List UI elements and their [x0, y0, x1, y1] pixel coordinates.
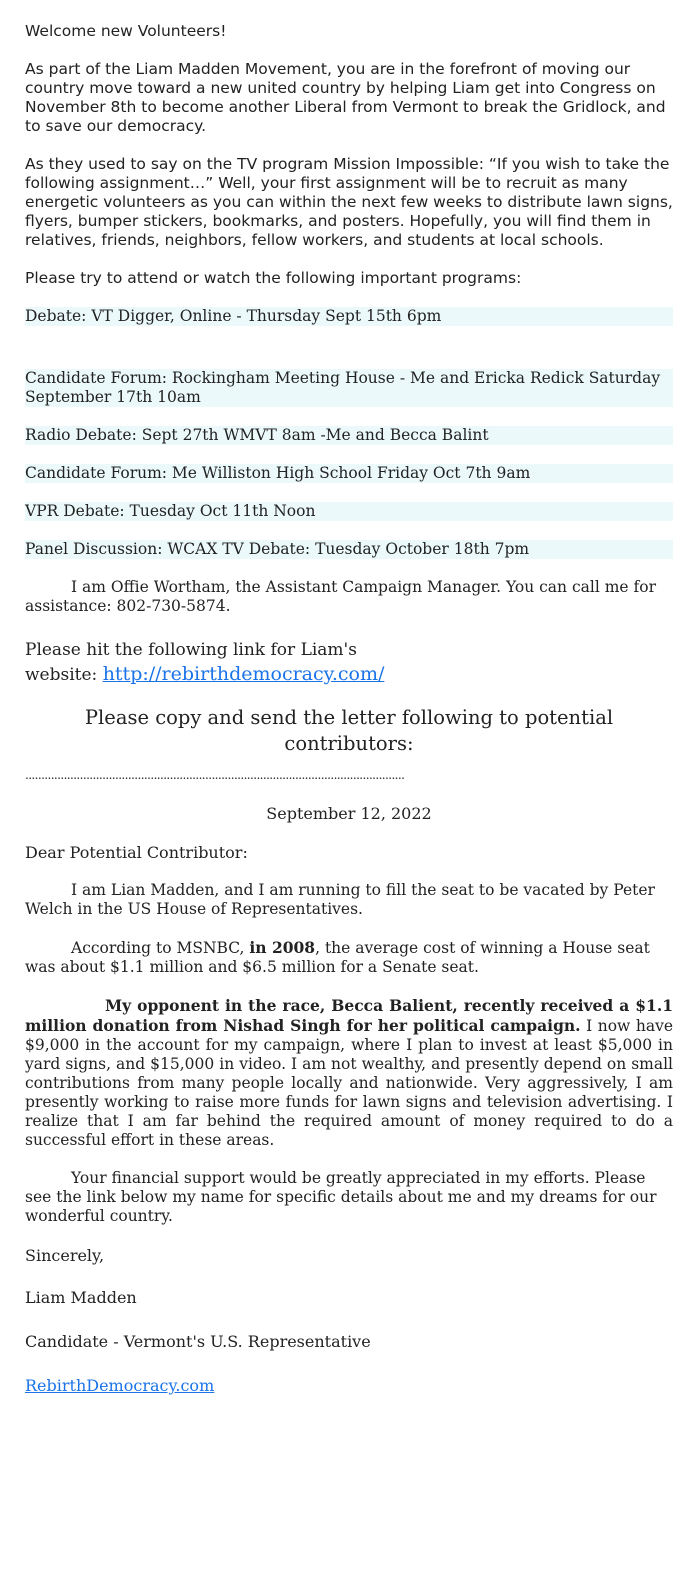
intro-paragraph: As part of the Liam Madden Movement, you are in the forefront of moving our country move toward a new united country by helping Liam get into Congress on November 8th to become another Liberal from Vermont to break the Gridlock, and to save our democracy. [25, 60, 666, 135]
letter-paragraph-text: According to MSNBC, [71, 939, 250, 957]
email-body [25, 22, 673, 1397]
signature-link-line [25, 1375, 673, 1397]
letter-salutation: Dear Potential Contributor: [25, 843, 248, 862]
program-item: Panel Discussion: WCAX TV Debate: Tuesday October 18th 7pm [25, 540, 673, 559]
program-item: VPR Debate: Tuesday Oct 11th Noon [25, 502, 673, 521]
letter-paragraph [25, 996, 673, 1150]
greeting: Welcome new Volunteers! [25, 22, 227, 40]
programs-intro: Please try to attend or watch the following important programs: [25, 269, 522, 287]
letter-paragraph: I am Lian Madden, and I am running to fill the seat to be vacated by Peter Welch in the US House of Representatives. [25, 881, 655, 918]
contact-paragraph: I am Offie Wortham, the Assistant Campaign Manager. You can call me for assistance: 802-730-5874. [25, 578, 656, 615]
letter-paragraph: Your financial support would be greatly appreciated in my efforts. Please see the link below my name for specific details about me and my dreams for our wonderful country. [25, 1169, 657, 1225]
program-item: Candidate Forum: Me Williston High School Friday Oct 7th 9am [25, 464, 673, 483]
signature-name: Liam Madden [25, 1288, 137, 1307]
signature-link[interactable]: RebirthDemocracy.com [25, 1376, 215, 1395]
website-line [25, 638, 673, 687]
signature-title: Candidate - Vermont's U.S. Representative [25, 1332, 371, 1351]
copy-instruction: Please copy and send the letter following to potential contributors: [84, 706, 614, 755]
letter-paragraph [25, 938, 673, 977]
website-line-text: Please hit the following link for Liam's [25, 640, 357, 660]
letter-paragraph-bold: My opponent in the race, Becca Balient, recently received a $1.1 million donation from Nishad Singh for her political campaign. [25, 996, 673, 1035]
assignment-paragraph: As they used to say on the TV program Mission Impossible: “If you wish to take the following assignment…” Well, your first assignment will be to recruit as many energetic volunteers as you can within the next few weeks to distribute lawn signs, flyers, bumper stickers, bookmarks, and posters. Hopefully, you will find them in relatives, friends, neighbors, fellow workers, and students at local schools. [25, 155, 673, 249]
letter-paragraph-text: I now have $9,000 in the account for my campaign, where I plan to invest at least $5,000 in yard signs, and $15,000 in video. I am not wealthy, and presently depend on small contributions from many people locally and nationwide. Very aggressively, I am presently working to raise more funds for lawn signs and television advertising. I realize that I am far behind the required amount of money required to do a successful effort in these areas. [25, 1017, 673, 1149]
letter-paragraph-text: , the average cost of winning a House seat was about $1.1 million and $6.5 million for a Senate seat. [25, 939, 650, 976]
separator: ...................................................................................................................... [25, 768, 405, 782]
letter-closing: Sincerely, [25, 1246, 105, 1265]
program-item: Candidate Forum: Rockingham Meeting House - Me and Ericka Redick Saturday September 17th 10am [25, 369, 673, 407]
website-link[interactable]: http://rebirthdemocracy.com/ [102, 663, 385, 685]
website-prefix: website: [25, 665, 103, 685]
letter-paragraph-bold: in 2008 [249, 938, 316, 957]
letter-date: September 12, 2022 [266, 804, 432, 823]
program-item: Debate: VT Digger, Online - Thursday Sept 15th 6pm [25, 307, 673, 326]
program-item: Radio Debate: Sept 27th WMVT 8am -Me and Becca Balint [25, 426, 673, 445]
